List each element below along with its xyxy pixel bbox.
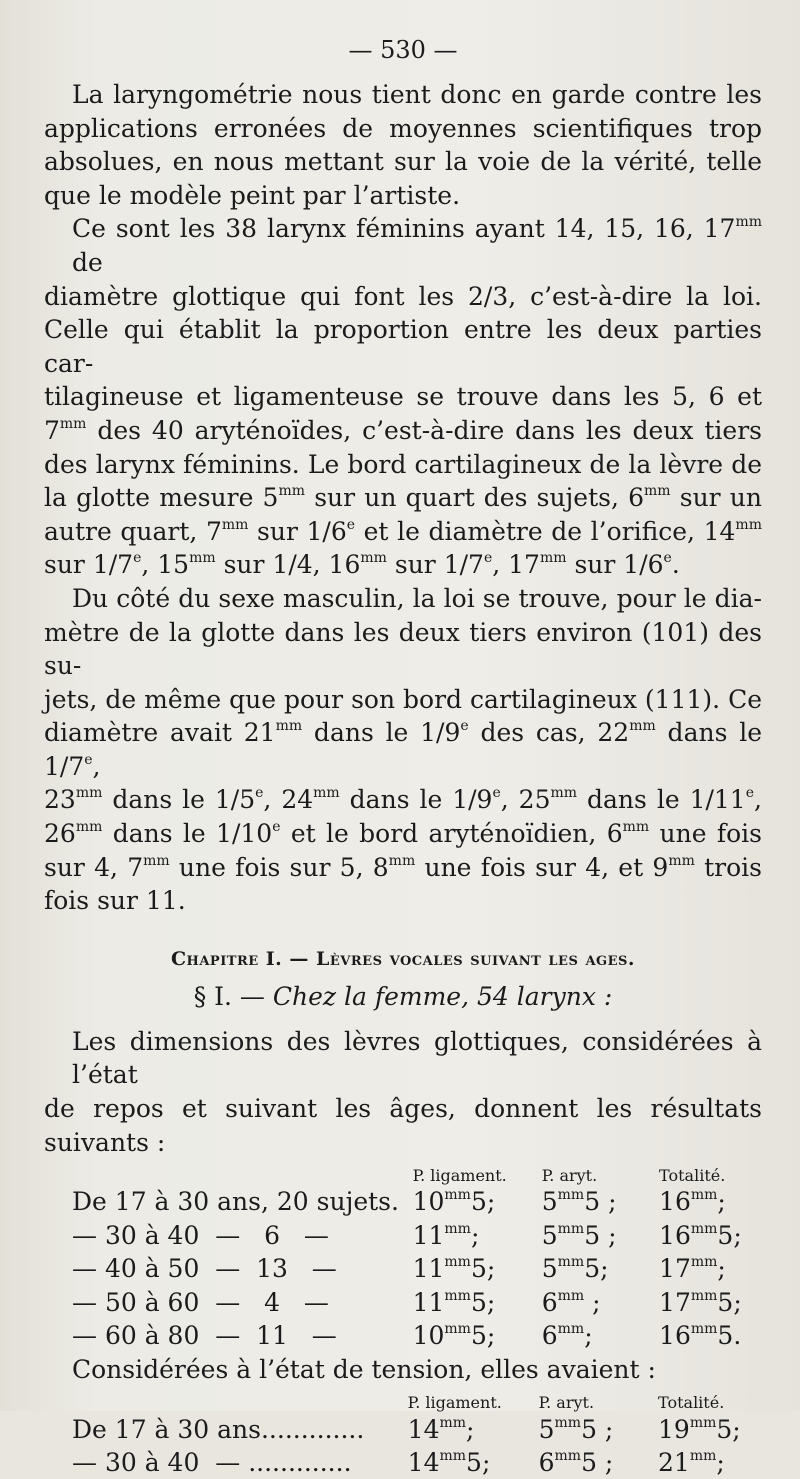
text-line: applications erronées de moyennes scientifiques trop [44,113,762,143]
column-header: P. ligament. [412,1166,507,1186]
text-run: sur 1/7 [44,550,134,580]
superscript: e [133,550,142,567]
superscript: e [745,785,755,802]
table-row [44,1252,762,1286]
text-run: 5; [470,1187,496,1217]
superscript: mm [557,1254,585,1271]
table-row [44,1286,762,1320]
text-run: De 17 à 30 ans............. [72,1414,365,1444]
text-run: sur 4, 7 [44,852,144,882]
text-run: sur 1/4, 16 [215,550,361,580]
text-run: 5 [541,1187,558,1217]
superscript: mm [439,1414,467,1431]
text-run: dans le 1/9 [339,785,493,815]
section-title-italic: Chez la femme, 54 larynx : [272,981,613,1011]
text-run: 5; [716,1414,741,1444]
superscript: mm [690,1287,718,1304]
table-cell [408,1412,539,1446]
text-run: 5 ; [584,1220,617,1250]
table-cell [44,1286,413,1320]
intro-line: de repos et suivant les âges, donnent les résultats suivants : [44,1094,762,1157]
superscript: mm [689,1414,717,1431]
table-row [44,1412,762,1446]
superscript: mm [557,1187,585,1204]
superscript: mm [539,550,567,567]
table-cell [413,1286,542,1320]
paragraph [44,212,762,582]
table-row [44,1319,762,1353]
superscript: mm [554,1448,582,1465]
intro-paragraph [44,1025,762,1159]
superscript: mm [75,819,103,836]
text-line: jets, de même que pour son bord cartilagineux (111). Ce [44,684,762,714]
text-line: mètre de la glotte dans les deux tiers environ (101) des su- [44,617,762,681]
column-header: P. aryt. [541,1166,598,1186]
text-run: , 25 [500,785,551,815]
superscript: e [483,550,493,567]
table-cell [413,1319,542,1353]
superscript: mm [444,1321,471,1338]
table-header-row [44,1386,762,1412]
text-run: 5; [470,1321,496,1351]
table-cell [44,1412,408,1446]
text-line [44,716,762,783]
text-run: De 17 à 30 ans, 20 sujets. [72,1187,399,1217]
text-run: 5; [470,1254,496,1284]
text-run: 21 [658,1448,690,1478]
page-number: — 530 — [348,36,458,64]
superscript: e [84,751,93,768]
text-run: une fois [649,819,762,849]
text-run: dans le 1/7 [44,718,762,781]
table-cell [659,1319,762,1353]
text-run: — 30 à 40 — 6 — [72,1220,329,1250]
text-run: 5 [541,1220,558,1250]
text-run: ; [584,1287,601,1317]
column-header: Totalité. [659,1166,726,1186]
text-run: 5; [584,1254,609,1284]
text-run: 11 [412,1254,445,1284]
text-run: sur un quart des sujets, 6 [305,483,644,513]
table-cell [542,1185,659,1219]
text-run: ; [466,1414,475,1444]
table-cell [542,1286,659,1320]
superscript: e [346,516,356,533]
section-title [44,982,762,1011]
text-run: des cas, 22 [468,718,630,748]
text-run: ; [717,1187,726,1217]
paragraph [44,78,762,212]
superscript: mm [221,516,249,533]
superscript: mm [278,483,306,500]
text-run: 14 [407,1448,440,1478]
superscript: e [255,785,264,802]
text-line [44,817,762,851]
text-run: dans le 1/10 [102,819,273,849]
superscript: e [663,550,672,567]
text-run: autre quart, 7 [44,516,222,546]
text-run: — 40 à 50 — 13 — [72,1254,337,1284]
text-run: ; [470,1220,480,1250]
text-run: la glotte mesure 5 [44,483,279,513]
text-run: 5; [717,1220,742,1250]
table-cell [659,1252,762,1286]
text-line: absolues, en nous mettant sur la voie de la vérité, telle [44,147,762,177]
superscript: mm [668,852,695,869]
resting-dimensions-table [44,1159,762,1353]
superscript: mm [550,785,578,802]
table-cell [539,1446,658,1479]
superscript: mm [189,550,216,567]
table-cell [539,1412,658,1446]
text-run: trois [694,852,762,882]
superscript: mm [629,718,656,735]
text-line [44,212,762,279]
superscript: mm [59,415,87,432]
table-cell [44,1219,413,1253]
text-run: ; [717,1254,726,1284]
text-run: 17 [659,1287,691,1317]
superscript: mm [557,1321,585,1338]
text-run: 16 [659,1321,691,1351]
superscript: mm [644,483,671,500]
tension-dimensions-table [44,1386,762,1479]
text-run: une fois sur 4, et 9 [415,852,669,882]
text-run: 19 [658,1414,690,1444]
text-run: 16 [659,1220,691,1250]
text-run: 6 [538,1448,555,1478]
text-run: sur 1/6 [566,550,664,580]
text-line: que le modèle peint par l’artiste. [44,180,461,210]
table-cell [413,1252,542,1286]
text-run: 5 ; [584,1187,617,1217]
text-line [44,515,762,549]
superscript: mm [444,1254,471,1271]
text-run: 5 [541,1254,558,1284]
body-text [44,78,762,918]
text-run: 26 [44,819,76,849]
text-run: 5; [717,1287,742,1317]
text-line: fois sur 11. [44,886,186,916]
column-header [44,1386,408,1412]
text-run: 6 [541,1321,558,1351]
table-cell [542,1252,659,1286]
column-header: P. aryt. [538,1393,595,1413]
column-header [44,1159,413,1185]
superscript: mm [360,550,387,567]
text-run: sur un [670,483,762,513]
table-header-row [44,1159,762,1185]
text-run: dans le 1/5 [102,785,256,815]
text-run: 10 [412,1321,445,1351]
text-run: dans le 1/11 [577,785,746,815]
text-line: des larynx féminins. Le bord cartilagineux de la lèvre de [44,449,762,479]
table-cell [44,1446,408,1479]
superscript: mm [690,1187,718,1204]
text-run: , [92,751,101,781]
text-line: Du côté du sexe masculin, la loi se trouve, pour le dia- [72,583,762,613]
text-run: , 24 [263,785,314,815]
superscript: mm [622,819,650,836]
text-run: sur 1/6 [248,516,347,546]
text-line [44,851,762,885]
table-cell [659,1219,762,1253]
section-title-prefix: § I. — [193,981,273,1011]
table-cell [658,1446,762,1479]
table-row [44,1185,762,1219]
superscript: e [272,819,281,836]
text-run: 11 [412,1287,445,1317]
text-run: Ce sont les 38 larynx féminins ayant 14, 15, 16, 17 [72,214,736,244]
tension-paragraph [44,1353,762,1387]
table-cell [408,1446,539,1479]
text-run: une fois sur 5, 8 [169,852,389,882]
column-header: Totalité. [658,1393,725,1413]
superscript: mm [75,785,103,802]
text-line [44,414,762,448]
text-run: 5; [466,1448,491,1478]
superscript: mm [439,1448,467,1465]
text-line [44,548,762,582]
table-cell [44,1185,413,1219]
superscript: mm [690,1254,718,1271]
text-run: . [671,550,680,580]
superscript: mm [735,214,762,231]
text-run: 6 [541,1287,558,1317]
text-line: La laryngométrie nous tient donc en garde contre les [72,80,762,109]
text-run: , 15 [141,550,190,580]
table-cell [44,1252,413,1286]
table-row [44,1219,762,1253]
superscript: mm [690,1220,718,1237]
text-run: 5; [470,1287,496,1317]
text-run: , 17 [492,550,540,580]
superscript: mm [557,1287,585,1304]
text-run: 16 [659,1187,691,1217]
superscript: mm [689,1448,717,1465]
table-cell [413,1185,542,1219]
column-header: P. ligament. [407,1393,502,1413]
text-run: et le bord aryténoïdien, 6 [280,819,623,849]
text-run: 5 [538,1414,555,1444]
superscript: mm [313,785,340,802]
table-cell [659,1185,762,1219]
text-run: sur 1/7 [386,550,484,580]
text-line [44,783,762,817]
text-run: 10 [412,1187,445,1217]
text-run: , [754,785,762,815]
text-run: — 30 à 40 — ............. [72,1448,352,1478]
superscript: mm [143,852,170,869]
superscript: mm [444,1287,471,1304]
superscript: mm [557,1220,585,1237]
text-run: 5 ; [581,1414,614,1444]
superscript: mm [735,516,762,533]
table-cell [413,1219,542,1253]
superscript: e [460,718,469,735]
text-run: — 60 à 80 — 11 — [72,1321,337,1351]
superscript: mm [444,1187,471,1204]
text-run: 17 [659,1254,691,1284]
paragraph [44,582,762,918]
text-line: Celle qui établit la proportion entre les deux parties car- [44,315,762,378]
text-run: dans le 1/9 [302,718,461,748]
intro-line: Les dimensions des lèvres glottiques, considérées à l’état [72,1026,762,1090]
table-cell [44,1319,413,1353]
text-run: — 50 à 60 — 4 — [72,1287,329,1317]
superscript: mm [388,852,416,869]
table-row [44,1446,762,1479]
superscript: mm [690,1321,718,1338]
table-cell [542,1219,659,1253]
tension-line: Considérées à l’état de tension, elles avaient : [72,1354,656,1384]
text-run: 5. [717,1321,742,1351]
text-run: 11 [412,1220,445,1250]
text-run: diamètre avait 21 [44,718,276,748]
text-run: 23 [44,785,76,815]
text-run: ; [584,1321,593,1351]
superscript: e [492,785,501,802]
text-run: 14 [407,1414,440,1444]
text-run: et le diamètre de l’orifice, 14 [355,516,736,546]
text-run: des 40 aryténoïdes, c’est-à-dire dans les deux tiers [86,415,762,445]
text-run: 7 [44,415,60,445]
table-cell [542,1319,659,1353]
text-run: ; [716,1448,725,1478]
text-line: tilagineuse et ligamenteuse se trouve dans les 5, 6 et [44,382,762,412]
superscript: mm [554,1414,582,1431]
table-cell [658,1412,762,1446]
table-cell [659,1286,762,1320]
text-line: diamètre glottique qui font les 2/3, c’est-à-dire la loi. [44,281,762,311]
text-run: de [72,247,103,277]
superscript: mm [275,718,303,735]
superscript: mm [444,1220,471,1237]
chapter-title: Chapitre I. — Lèvres vocales suivant les ages. [170,947,636,970]
text-run: 5 ; [581,1448,614,1478]
text-line [44,481,762,515]
